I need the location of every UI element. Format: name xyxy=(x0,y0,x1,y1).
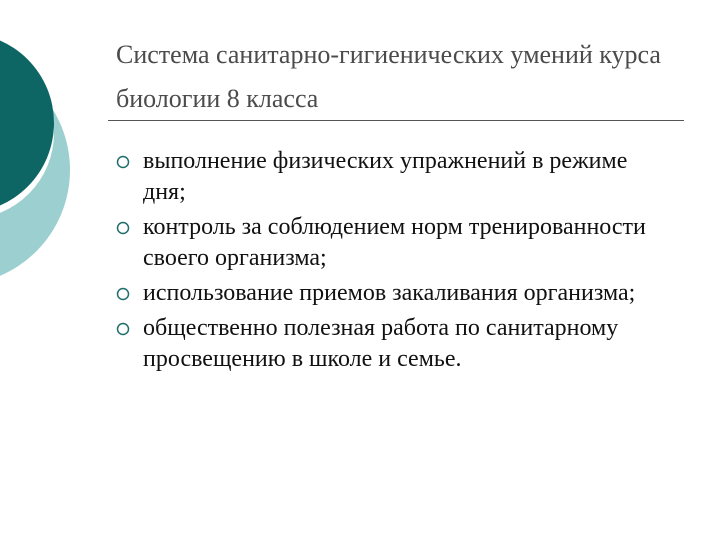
list-item-text: контроль за соблюдением норм тренированности своего организма; xyxy=(143,214,646,271)
bullet-circle-icon xyxy=(116,322,130,336)
bullet-list xyxy=(114,146,674,379)
bullet-circle-icon xyxy=(116,287,130,301)
list-item-text: общественно полезная работа по санитарному просвещению в школе и семье. xyxy=(143,315,619,372)
list-item-text: выполнение физических упражнений в режиме дня; xyxy=(143,148,628,205)
slide-title: Система санитарно-гигиенических умений курса биологии 8 класса xyxy=(116,40,661,113)
bullet-circle-icon xyxy=(116,155,130,169)
decorative-circles xyxy=(0,0,110,300)
list-item-text: использование приемов закаливания организма; xyxy=(143,280,636,306)
list-item xyxy=(114,212,674,274)
list-item xyxy=(114,313,674,375)
list-item xyxy=(114,146,674,208)
bullet-circle-icon xyxy=(116,221,130,235)
title-divider xyxy=(108,120,684,121)
list-item xyxy=(114,278,674,309)
